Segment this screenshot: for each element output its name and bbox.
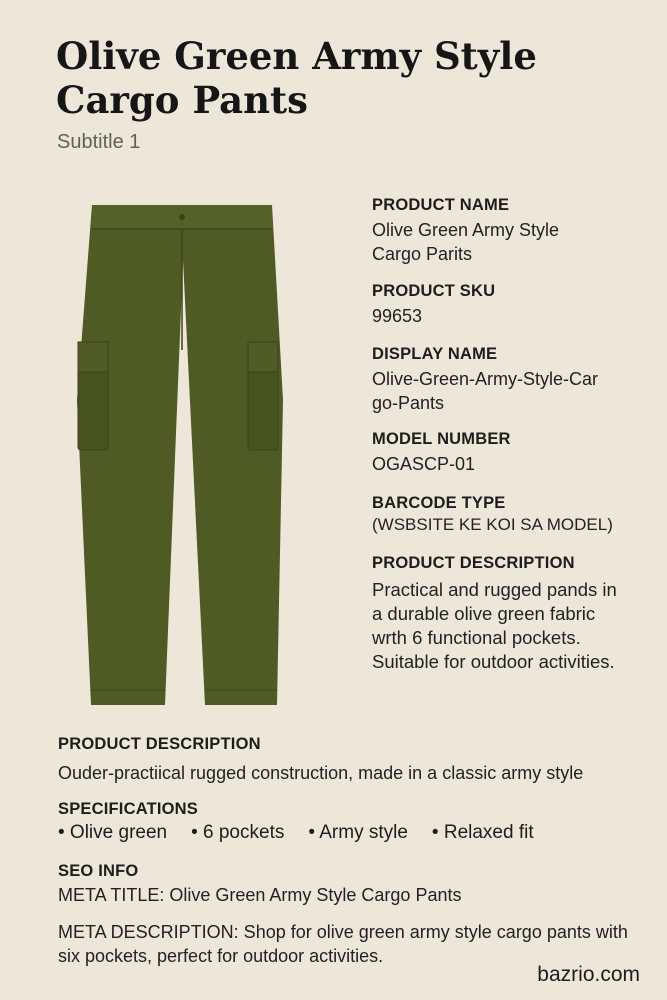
specifications-list <box>58 822 558 844</box>
spec-item: • Relaxed fit <box>431 822 534 843</box>
page-title: Olive Green Army Style Cargo Pants <box>56 34 537 122</box>
display-name-label: DISPLAY NAME <box>372 345 498 363</box>
product-name-label: PRODUCT NAME <box>372 196 510 214</box>
spec-item: • Olive green <box>58 822 168 843</box>
model-number-label: MODEL NUMBER <box>372 430 511 448</box>
description-value: Ouder-practiical rugged construction, made in a classic army style <box>58 763 584 783</box>
barcode-type-label: BARCODE TYPE <box>372 494 506 512</box>
specifications-label: SPECIFICATIONS <box>58 800 199 818</box>
meta-description: META DESCRIPTION: Shop for olive green army style cargo pants with six pockets, perfect for outdoor activities. <box>58 922 628 966</box>
product-sku-label: PRODUCT SKU <box>372 282 496 300</box>
product-description-label: PRODUCT DESCRIPTION <box>372 554 575 572</box>
product-sku-value: 99653 <box>372 306 423 326</box>
product-name-value: Olive Green Army Style Cargo Parits <box>372 220 560 264</box>
product-description-value: Practical and rugged pands in a durable olive green fabric wrth 6 functional pockets. Suitable for outdoor activities. <box>372 579 617 672</box>
seo-info-label: SEO INFO <box>58 862 139 880</box>
meta-title: META TITLE: Olive Green Army Style Cargo Pants <box>58 885 462 905</box>
description-label: PRODUCT DESCRIPTION <box>58 735 261 753</box>
brand-website: bazrio.com <box>537 963 640 986</box>
model-number-value: OGASCP-01 <box>372 454 476 474</box>
spec-item: • 6 pockets <box>191 822 285 843</box>
barcode-type-value: (WSBSITE KE KOI SA MODEL) <box>372 515 613 534</box>
subtitle: Subtitle 1 <box>57 131 141 153</box>
spec-item: • Army style <box>308 822 408 843</box>
product-image-cargo-pants <box>55 200 290 715</box>
display-name-value: Olive-Green-Army-Style-Cargo-Pants <box>372 369 599 413</box>
